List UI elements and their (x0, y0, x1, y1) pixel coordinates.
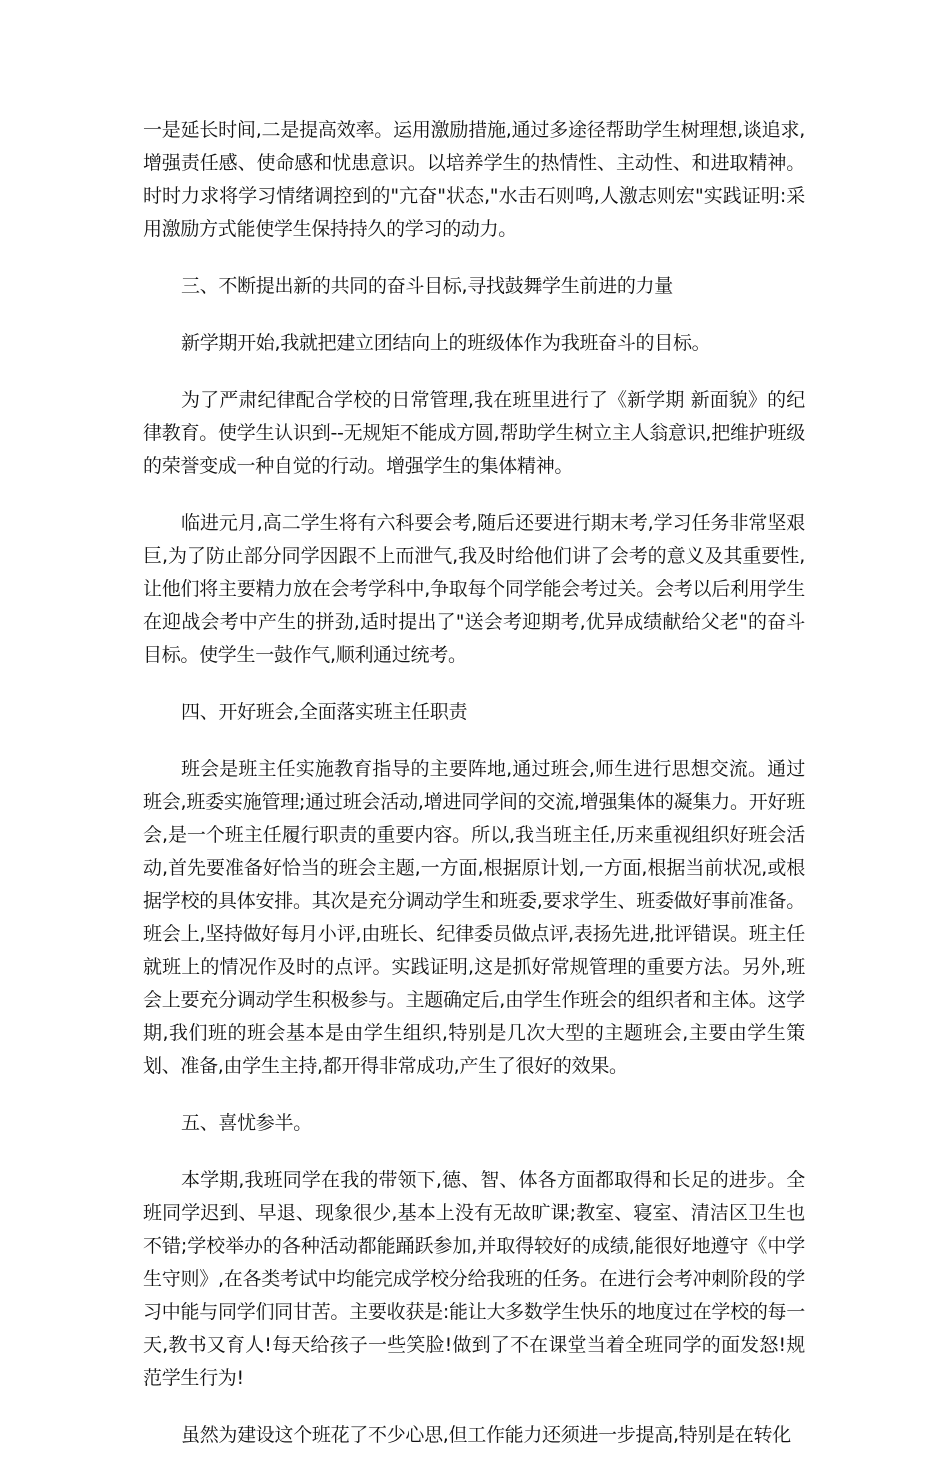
paragraph-incentive-continued: 一是延长时间,二是提高效率。运用激励措施,通过多途径帮助学生树理想,谈追求,增强责任感、使命感和忧患意识。以培养学生的热情性、主动性、和进取精神。时时力求将学习情绪调控到的"亢奋"状态,"水击石则鸣,人激志则宏"实践证明:采用激励方式能使学生保持持久的学习的动力。 (143, 119, 805, 240)
section-heading-4: 四、开好班会,全面落实班主任职责 (181, 701, 468, 723)
paragraph-reflection: 虽然为建设这个班花了不少心思,但工作能力还须进一步提高,特别是在转化 (181, 1424, 791, 1446)
paragraph-class-meetings: 班会是班主任实施教育指导的主要阵地,通过班会,师生进行思想交流。通过班会,班委实施管理;通过班会活动,增进同学间的交流,增强集体的凝集力。开好班会,是一个班主任履行职责的重要内容。所以,我当班主任,历来重视组织好班会活动,首先要准备好恰当的班会主题,一方面,根据原计划,一方面,根据当前状况,或根据学校的具体安排。其次是充分调动学生和班委,要求学生、班委做好事前准备。班会上,坚持做好每月小评,由班长、纪律委员做点评,表扬先进,批评错误。班主任就班上的情况作及时的点评。实践证明,这是抓好常规管理的重要方法。另外,班会上要充分调动学生积极参与。主题确定后,由学生作班会的组织者和主体。这学期,我们班的班会基本是由学生组织,特别是几次大型的主题班会,主要由学生策划、准备,由学生主持,都开得非常成功,产生了很好的效果。 (143, 758, 805, 1077)
paragraph-new-semester-goal: 新学期开始,我就把建立团结向上的班级体作为我班奋斗的目标。 (181, 332, 711, 354)
document-body (143, 114, 805, 1476)
section-heading-3: 三、不断提出新的共同的奋斗目标,寻找鼓舞学生前进的力量 (181, 275, 673, 297)
paragraph-discipline-education: 为了严肃纪律配合学校的日常管理,我在班里进行了《新学期 新面貌》的纪律教育。使学生认识到--无规矩不能成方圆,帮助学生树立主人翁意识,把维护班级的荣誉变成一种自觉的行动。增强学生的集体精神。 (143, 389, 805, 477)
paragraph-exam-preparation: 临进元月,高二学生将有六科要会考,随后还要进行期末考,学习任务非常坚艰巨,为了防止部分同学因跟不上而泄气,我及时给他们讲了会考的意义及其重要性,让他们将主要精力放在会考学科中,争取每个同学能会考过关。会考以后利用学生在迎战会考中产生的拼劲,适时提出了"送会考迎期考,优异成绩献给父老"的奋斗目标。使学生一鼓作气,顺利通过统考。 (143, 512, 805, 666)
section-heading-5: 五、喜忧参半。 (181, 1112, 312, 1134)
paragraph-semester-progress: 本学期,我班同学在我的带领下,德、智、体各方面都取得和长足的进步。全班同学迟到、早退、现象很少,基本上没有无故旷课;教室、寝室、清洁区卫生也不错;学校举办的各种活动都能踊跃参加,并取得较好的成绩,能很好地遵守《中学生守则》,在各类考试中均能完成学校分给我班的任务。在进行会考冲刺阶段的学习中能与同学们同甘苦。主要收获是:能让大多数学生快乐的地度过在学校的每一天,教书又育人!每天给孩子一些笑脸!做到了不在课堂当着全班同学的面发怒!规范学生行为! (143, 1169, 805, 1389)
